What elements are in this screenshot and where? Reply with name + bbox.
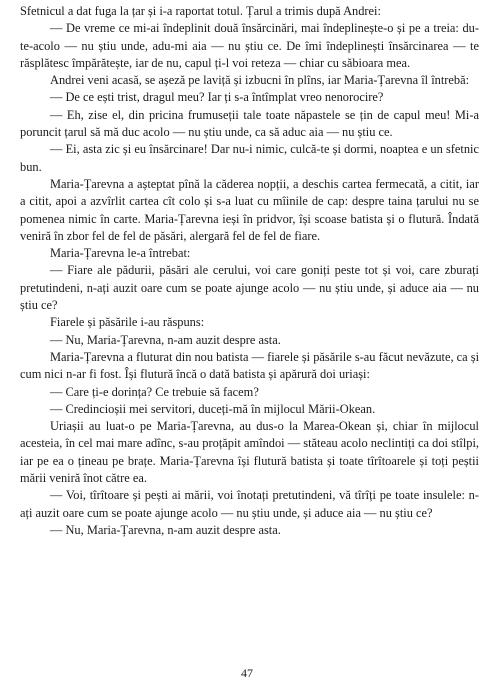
paragraph: — Nu, Maria-Țarevna, n-am auzit despre asta. — [50, 522, 281, 537]
paragraph: Maria-Țarevna a așteptat pînă la căderea nopții, a deschis cartea fermecată, a citit, iar a citit, apoi a azvîrlit cartea cît colo și s-a luat cu mîinile de cap: despre taina țarului nu se pomenea nimic în carte. Maria-Țarevna ieși în pridvor, își scoase batista și o flutură. Îndată veniră în zbor fel de fel de păsări, alergară fel de fel de fiare. — [20, 176, 479, 243]
paragraph: Maria-Țarevna a fluturat din nou batista — fiarele și păsările s-au făcut nevăzute, ca și cum nici n-ar fi fost. Își flutură încă o dată batista și apărură doi uriași: — [20, 349, 480, 382]
paragraph: Fiarele și păsările i-au răspuns: — [50, 315, 205, 330]
paragraph: — Fiare ale pădurii, păsări ale cerului, voi care goniți peste tot și voi, care zburați pretutindeni, n-ați auzit oare cum se poate ajunge acolo — nu știu unde, și aduce aia — nu știu ce? — [20, 263, 479, 313]
paragraph: — Ei, asta zic și eu însărcinare! Dar nu-i nimic, culcă-te și dormi, noaptea e un sfetnic bun. — [20, 142, 479, 174]
body-text — [20, 3, 479, 539]
paragraph: — Care ți-e dorința? Ce trebuie să facem? — [50, 384, 259, 399]
page-number: 47 — [241, 666, 253, 680]
paragraph: — Credincioșii mei servitori, duceți-mă în mijlocul Mării-Okean. — [50, 401, 376, 416]
paragraph: Maria-Țarevna le-a întrebat: — [50, 246, 191, 261]
paragraph: Andrei veni acasă, se așeză pe laviță și izbucni în plîns, iar Maria-Țarevna îl întrebă: — [50, 73, 470, 88]
paragraph: — Voi, tîrîtoare și pești ai mării, voi înotați pretutindeni, vă tîrîți pe toate insulele: n-ați auzit oare cum se poate ajunge acolo — nu știu unde, și aduce aia — nu știu ce? — [20, 488, 479, 520]
paragraph: — Nu, Maria-Țarevna, n-am auzit despre asta. — [50, 332, 281, 347]
paragraph: Sfetnicul a dat fuga la țar și i-a raportat totul. Țarul a trimis după Andrei: — [20, 4, 381, 18]
paragraph: — De vreme ce mi-ai îndeplinit două însărcinări, mai îndeplinește-o și pe a treia: du-te-acolo — nu știu unde, adu-mi aia — nu știu ce. De îmi îndeplinești însărcinarea — te răsplătesc împărătește, iar de nu, capul ți-l voi reteza — chiar cu săbioara mea. — [20, 21, 479, 70]
paragraph: Uriașii au luat-o pe Maria-Țarevna, au dus-o la Marea-Okean și, chiar în mijlocul acesteia, în cel mai mare adînc, s-au proțăpit amîndoi — stăteau acolo neclintiți ca doi stîlpi, iar pe ea o țineau pe brațe. Maria-Țarevna își flutură batista și toate tîrîtoarele și toți peștii mării veniră înot către ea. — [20, 419, 479, 486]
paragraph: — De ce ești trist, dragul meu? Iar ți s-a întîmplat vreo nenorocire? — [50, 90, 384, 105]
paragraph: — Eh, zise el, din pricina frumuseții tale toate năpastele se țin de capul meu! Mi-a poruncit țarul să mă duc acolo — nu știu unde, ca să aduc aia — nu știu ce. — [20, 107, 479, 140]
